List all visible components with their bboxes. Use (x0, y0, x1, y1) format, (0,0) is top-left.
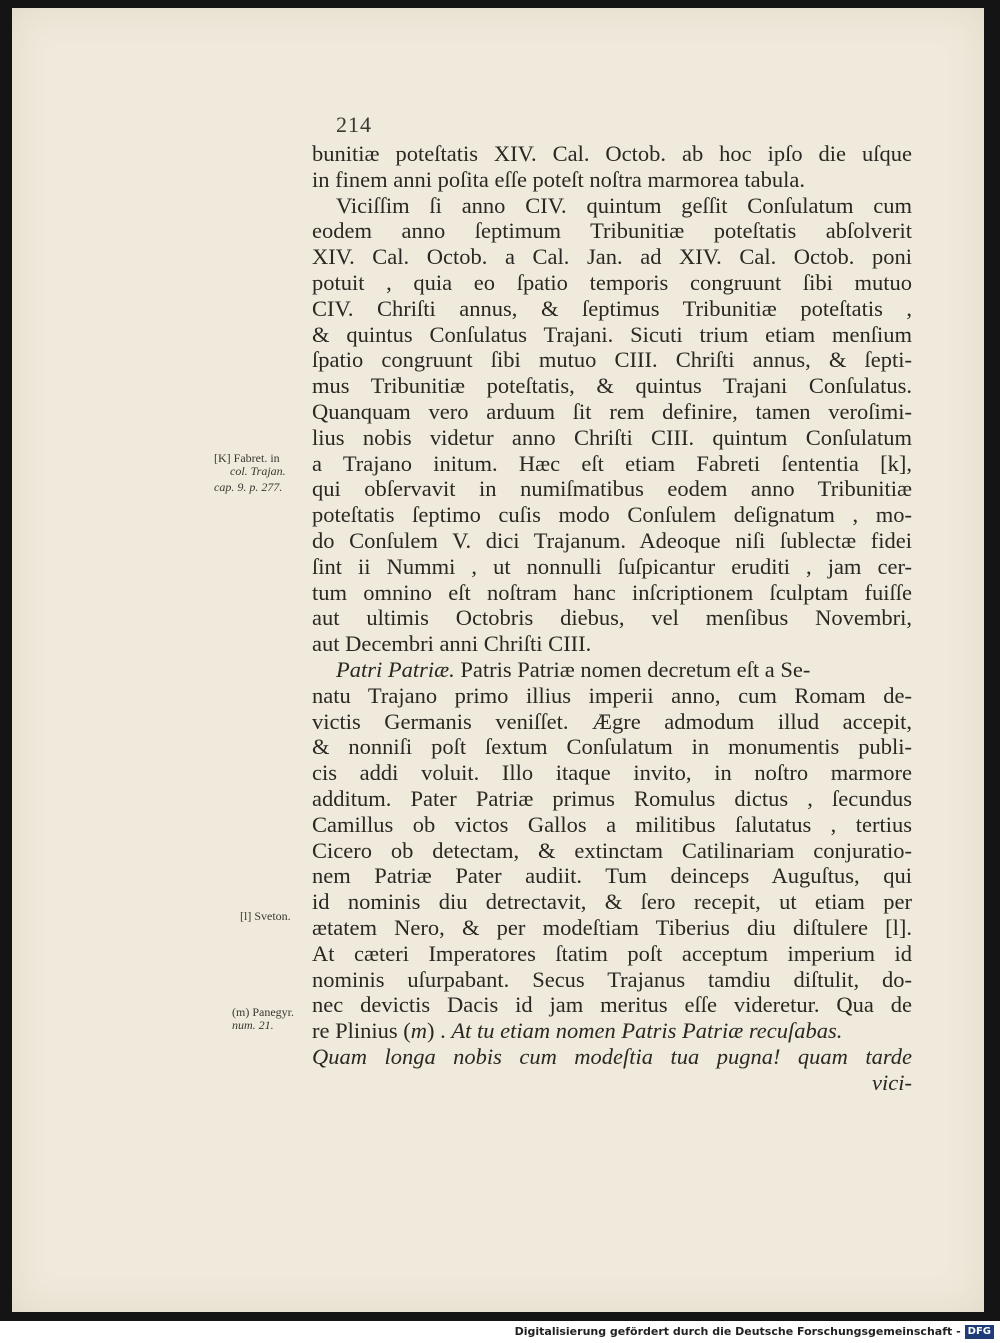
text-line (312, 657, 912, 683)
text-line: nominis uſurpabant. Secus Trajanus tamdiu diſtulit, do- (312, 966, 912, 992)
text-line: in finem anni poſita eſſe poteſt noſtra marmorea tabula. (312, 166, 805, 192)
catchword: vici- (872, 1069, 912, 1095)
text-line: aut ultimis Octobris diebus, vel menſibus Novembri, (312, 605, 912, 631)
footer-text: Digitalisierung gefördert durch die Deutsche Forschungsgemeinschaft - (514, 1325, 961, 1338)
text-line: a Trajano initum. Hæc eſt etiam Fabreti ſententia [k], (312, 450, 912, 476)
text-line: potuit , quia eo ſpatio temporis congruunt ſibi mutuo (312, 269, 912, 295)
text-line (312, 1018, 912, 1044)
text-line: ætatem Nero, & per modeſtiam Tiberius diu diſtulere [l]. (312, 914, 912, 940)
text-line: tum omnino eſt noſtram hanc inſcriptionem ſculptam fuiſſe (312, 579, 912, 605)
dfg-logo-icon: DFG (965, 1325, 994, 1339)
text-span: Patris Patriæ nomen decretum eſt a Se- (454, 656, 811, 682)
text-line: additum. Pater Patriæ primus Romulus dictus , ſecundus (312, 785, 912, 811)
text-line: nem Patriæ Pater audiit. Tum deinceps Auguſtus, qui (312, 863, 912, 889)
text-line: bunitiæ poteſtatis XIV. Cal. Octob. ab hoc ipſo die uſque (312, 141, 912, 166)
text-line: Cicero ob detectam, & extinctam Catilinariam conjuratio- (312, 837, 912, 863)
text-span: At tu etiam nomen Patris Patriæ recuſabas. (451, 1018, 843, 1044)
margin-note-m-line2: num. 21. (232, 1018, 274, 1032)
text-line: & nonniſi poſt ſextum Conſulatum in monumentis publi- (312, 734, 912, 760)
margin-note-l: [l] Sveton. (240, 909, 291, 923)
text-line: victis Germanis veniſſet. Ægre admodum illud accepit, (312, 708, 912, 734)
text-line: lius nobis videtur anno Chriſti CIII. quintum Conſulatum (312, 424, 912, 450)
footer-bar (0, 1321, 1000, 1343)
text-line: CIV. Chriſti annus, & ſeptimus Tribunitiæ poteſtatis , (312, 295, 912, 321)
margin-note-k-line1: [K] Fabret. in (214, 451, 280, 465)
text-span: m (410, 1018, 427, 1044)
text-line: qui obſervavit in numiſmatibus eodem anno Tribunitiæ (312, 476, 912, 502)
text-line: nec devictis Dacis id jam meritus eſſe videretur. Qua de (312, 992, 912, 1018)
text-span: ) . (427, 1018, 452, 1044)
margin-note-m (232, 1006, 294, 1032)
body-text (312, 141, 912, 1095)
text-span: re Plinius ( (312, 1018, 411, 1044)
text-line: Quam longa nobis cum modeſtia tua pugna! quam tarde (312, 1043, 912, 1069)
text-line: At cæteri Imperatores ſtatim poſt acceptum imperium id (312, 940, 912, 966)
page-number: 214 (336, 112, 372, 137)
text-line: XIV. Cal. Octob. a Cal. Jan. ad XIV. Cal. Octob. poni (312, 244, 912, 270)
text-line: do Conſulem V. dici Trajanum. Adeoque niſi ſublectæ fidei (312, 527, 912, 553)
margin-note-m-line1: (m) Panegyr. (232, 1005, 294, 1019)
text-line: Quanquam vero arduum ſit rem definire, tamen veroſimi- (312, 398, 912, 424)
text-line: id nominis diu detrectavit, & ſero recepit, ut etiam per (312, 889, 912, 915)
text-line: Camillus ob victos Gallos a militibus ſalutatus , tertius (312, 811, 912, 837)
margin-note-k-line2: col. Trajan. (230, 464, 286, 478)
text-line: aut Decembri anni Chriſti CIII. (312, 631, 592, 657)
text-line: ſpatio congruunt ſibi mutuo CIII. Chriſti annus, & ſepti- (312, 347, 912, 373)
margin-note-k-line3: cap. 9. p. 277. (214, 480, 283, 494)
margin-note-k (214, 452, 286, 494)
text-line: mus Tribunitiæ poteſtatis, & quintus Trajani Conſulatus. (312, 373, 912, 399)
text-line: Viciſſim ſi anno CIV. quintum geſſit Conſulatum cum (336, 192, 912, 218)
text-line: eodem anno ſeptimum Tribunitiæ poteſtatis abſolverit (312, 218, 912, 244)
text-line: cis addi voluit. Illo itaque invito, in noſtro marmore (312, 760, 912, 786)
section-lead: Patri Patriæ. (336, 656, 455, 682)
text-line: ſint ii Nummi , ut nonnulli ſuſpicantur eruditi , jam cer- (312, 553, 912, 579)
text-line: natu Trajano primo illius imperii anno, cum Romam de- (312, 682, 912, 708)
text-line: & quintus Conſulatus Trajani. Sicuti trium etiam menſium (312, 321, 912, 347)
text-line: poteſtatis ſeptimo cuſis modo Conſulem deſignatum , mo- (312, 502, 912, 528)
